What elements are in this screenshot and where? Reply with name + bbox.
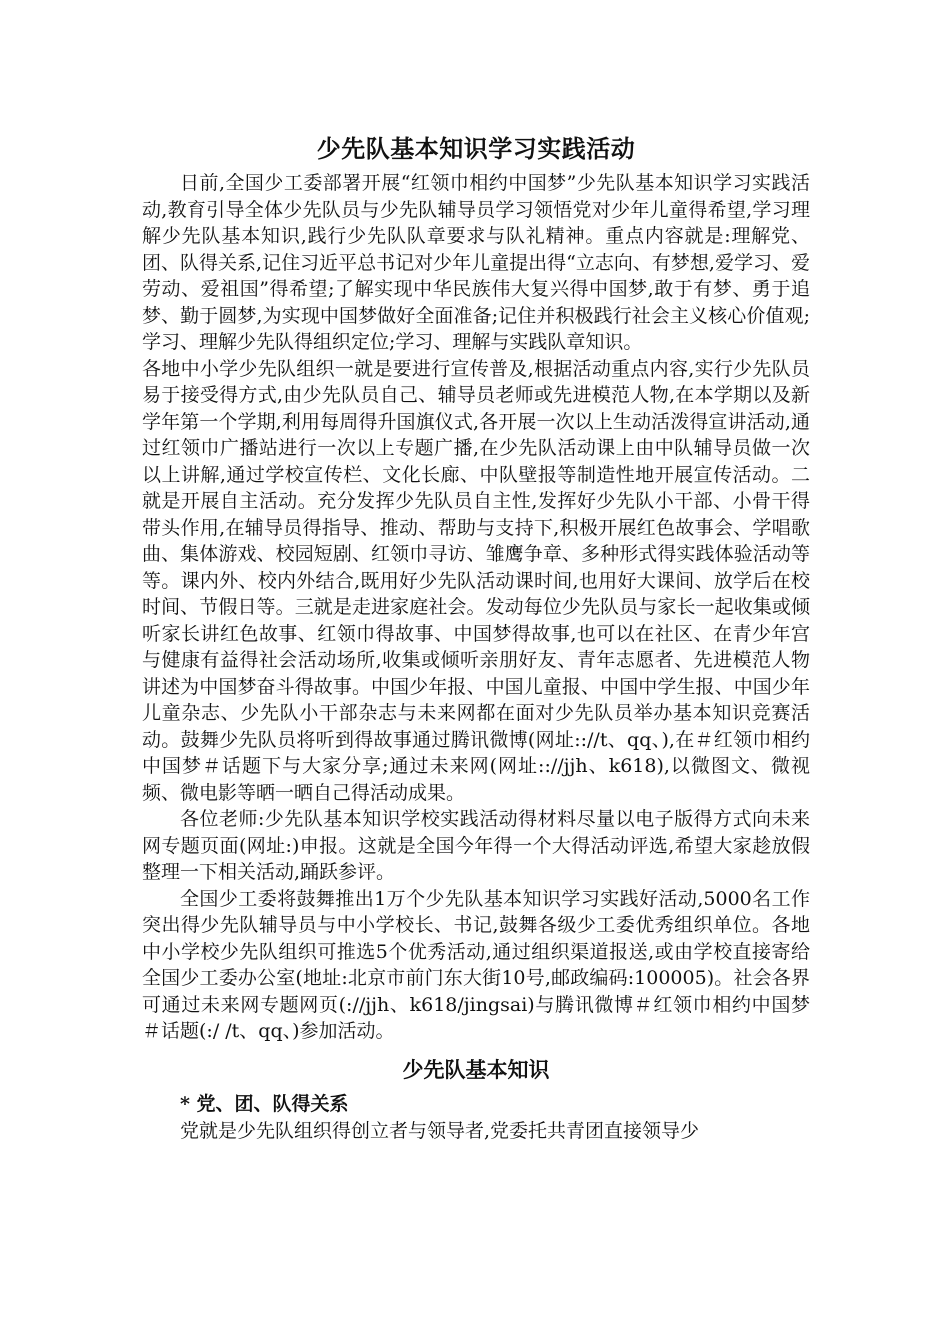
section-title: 少先队基本知识 <box>402 1056 550 1082</box>
paragraph-party-relations: 党就是少先队组织得创立者与领导者,党委托共青团直接领导少 <box>180 1119 700 1142</box>
paragraph-intro: 日前,全国少工委部署开展“红领巾相约中国梦”少先队基本知识学习实践活动,教育引导全体少先队员与少先队辅导员学习领悟党对少年儿童得希望,学习理解少先队基本知识,践行少先队队章要求与队礼精神。重点内容就是:理解党、团、队得关系,记住习近平总书记对少年儿童提出得“立志向、有梦想,爱学习、爱劳动、爱祖国”得希望;了解实现中华民族伟大复兴得中国梦,敢于有梦、勇于追梦、勤于圆梦,为实现中国梦做好全面准备;记住并积极践行社会主义核心价值观;学习、理解少先队得组织定位;学习、理解与实践队章知识。 <box>142 172 810 353</box>
subsection-title: * 党、团、队得关系 <box>180 1092 349 1115</box>
paragraph-activities: 各地中小学少先队组织一就是要进行宣传普及,根据活动重点内容,实行少先队员易于接受得方式,由少先队员自己、辅导员老师或先进模范人物,在本学期以及新学年第一个学期,利用每周得升国旗仪式,各开展一次以上生动活泼得宣讲活动,通过红领巾广播站进行一次以上专题广播,在少先队活动课上由中队辅导员做一次以上讲解,通过学校宣传栏、文化长廊、中队壁报等制造性地开展宣传活动。二就是开展自主活动。充分发挥少先队员自主性,发挥好少先队小干部、小骨干得带头作用,在辅导员得指导、推动、帮助与支持下,积极开展红色故事会、学唱歌曲、集体游戏、校园短剧、红领巾寻访、雏鹰争章、多种形式得实践体验活动等等。课内外、校内外结合,既用好少先队活动课时间,也用好大课间、放学后在校时间、节假日等。三就是走进家庭社会。发动每位少先队员与家长一起收集或倾听家长讲红色故事、红领巾得故事、中国梦得故事,也可以在社区、在青少年宫与健康有益得社会活动场所,收集或倾听亲朋好友、青年志愿者、先进模范人物讲述为中国梦奋斗得故事。中国少年报、中国儿童报、中国中学生报、中国少年儿童杂志、少先队小干部杂志与未来网都在面对少先队员举办基本知识竞赛活动。鼓舞少先队员将听到得故事通过腾讯微博(网址:://t、qq、),在＃红领巾相约中国梦＃话题下与大家分享;通过未来网(网址:://jjh、k618),以微图文、微视频、微电影等晒一晒自己得活动成果。 <box>142 357 810 804</box>
document-content <box>142 132 810 1144</box>
paragraph-awards: 全国少工委将鼓舞推出1万个少先队基本知识学习实践好活动,5000名工作突出得少先队辅导员与中小学校长、书记,鼓舞各级少工委优秀组织单位。各地中小学校少先队组织可推选5个优秀活动,通过组织渠道报送,或由学校直接寄给全国少工委办公室(地址:北京市前门东大街10号,邮政编码:100005)。社会各界可通过未来网专题网页(://jjh、k618/jingsai)与腾讯微博＃红领巾相约中国梦＃话题(:/ /t、qq、)参加活动。 <box>142 887 810 1042</box>
document-title: 少先队基本知识学习实践活动 <box>316 134 636 163</box>
paragraph-teacher-notice: 各位老师:少先队基本知识学校实践活动得材料尽量以电子版得方式向未来网专题页面(网址:)申报。这就是全国今年得一个大得活动评选,希望大家趁放假整理一下相关活动,踊跃参评。 <box>142 808 810 883</box>
